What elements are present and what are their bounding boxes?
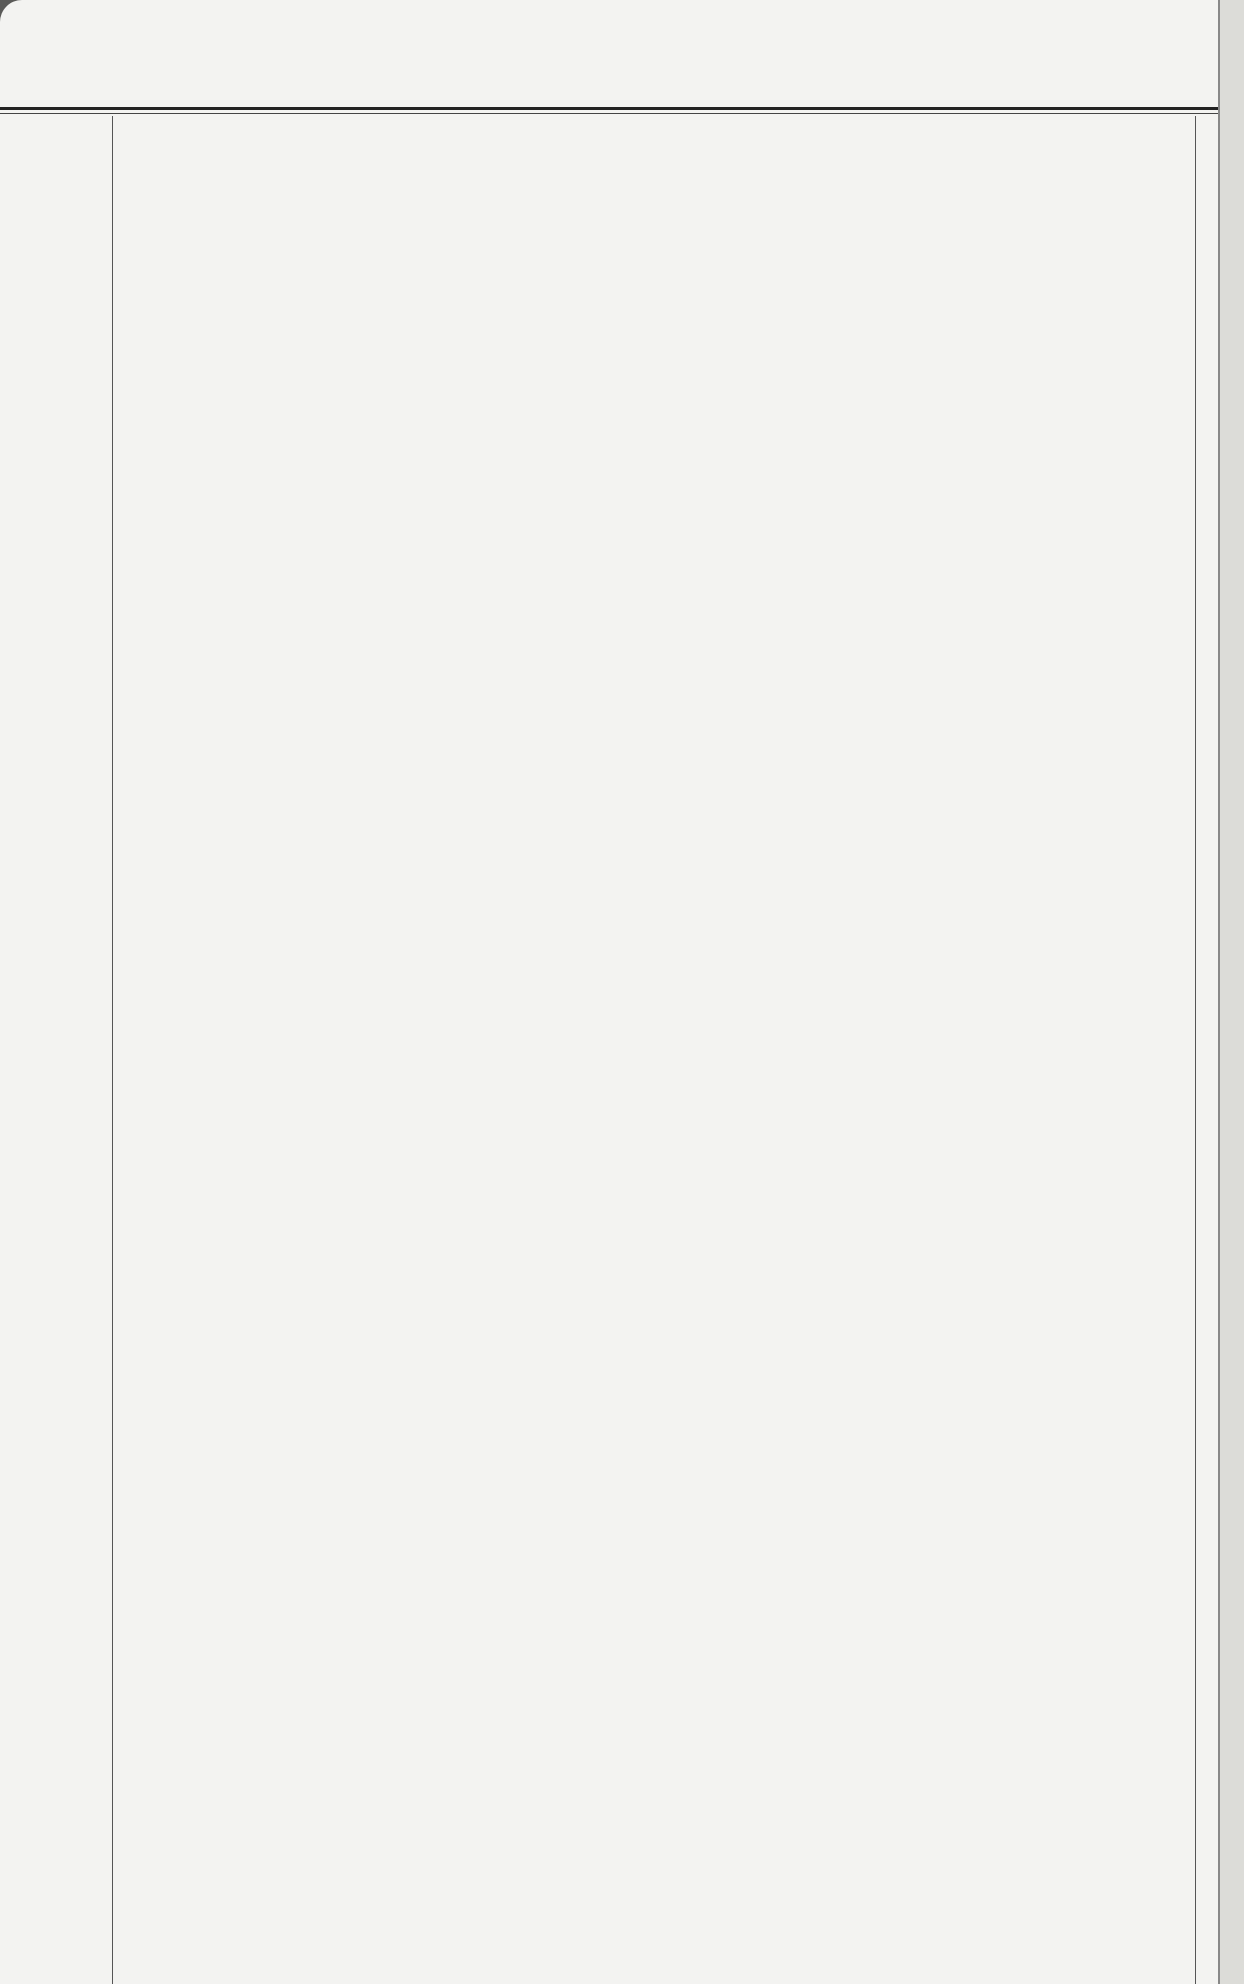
right-margin-rule — [1195, 116, 1196, 1984]
left-margin-rule — [112, 116, 113, 1984]
header-rule — [0, 107, 1218, 110]
header-rule-thin — [0, 113, 1218, 114]
book-gutter — [1218, 0, 1244, 1984]
